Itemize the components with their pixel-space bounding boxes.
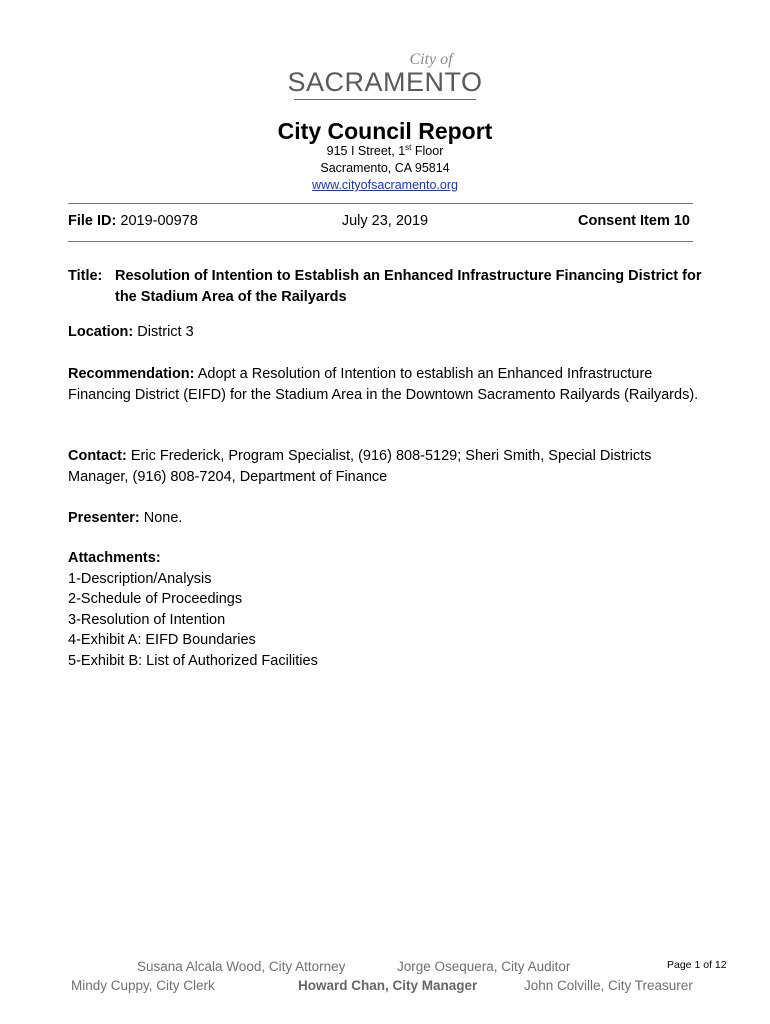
attachment-item: 3-Resolution of Intention — [68, 611, 226, 628]
attachment-item: 1-Description/Analysis — [68, 570, 212, 587]
city-logo — [0, 52, 770, 100]
logo-city-of: City of — [409, 51, 453, 68]
meeting-date: July 23, 2019 — [341, 213, 429, 229]
attachment-item: 2-Schedule of Proceedings — [68, 591, 243, 607]
attachments-label: Attachments: — [68, 550, 161, 566]
footer-city-clerk: Mindy Cuppy, City Clerk — [71, 978, 215, 993]
footer-city-auditor: Jorge Osequera, City Auditor — [397, 959, 571, 974]
attachments — [68, 548, 708, 671]
page-number: Page 1 of 12 — [667, 959, 727, 971]
footer-city-manager: Howard Chan, City Manager — [298, 978, 478, 993]
report-subject — [68, 266, 708, 307]
address-street: 915 I Street, 1st Floor — [326, 142, 444, 158]
contact: Contact: Eric Frederick, Program Specialist, (916) 808-5129; Sheri Smith, Special Districts Manager, (916) 808-7204, Department of Finance — [68, 448, 652, 485]
location: Location: District 3 — [68, 324, 194, 340]
logo-sacramento: SACRAMENTO — [287, 67, 483, 97]
footer-city-attorney: Susana Alcala Wood, City Attorney — [137, 959, 346, 974]
title-text: Resolution of Intention to Establish an Enhanced Infrastructure Financing District for the Stadium Area of the Railyards — [115, 268, 702, 305]
presenter: Presenter: None. — [68, 510, 183, 526]
divider-top — [68, 203, 693, 204]
logo-underline — [294, 99, 476, 100]
attachment-item: 4-Exhibit A: EIFD Boundaries — [68, 632, 256, 648]
attachment-item: 5-Exhibit B: List of Authorized Facilities — [68, 652, 318, 669]
address-city: Sacramento, CA 95814 — [320, 161, 450, 175]
footer-city-treasurer: John Colville, City Treasurer — [524, 978, 693, 993]
report-title: City Council Report — [277, 118, 493, 144]
file-id: File ID: 2019-00978 — [68, 213, 198, 229]
website-link[interactable]: www.cityofsacramento.org — [312, 178, 458, 192]
recommendation: Recommendation: Adopt a Resolution of Intention to establish an Enhanced Infrastructure Financing District (EIFD) for the Stadium Area in the Downtown Sacramento Railyards (Railyards). — [68, 366, 699, 403]
title-label: Title: — [68, 268, 103, 284]
divider-bottom — [68, 241, 693, 242]
consent-item: Consent Item 10 — [578, 213, 690, 229]
